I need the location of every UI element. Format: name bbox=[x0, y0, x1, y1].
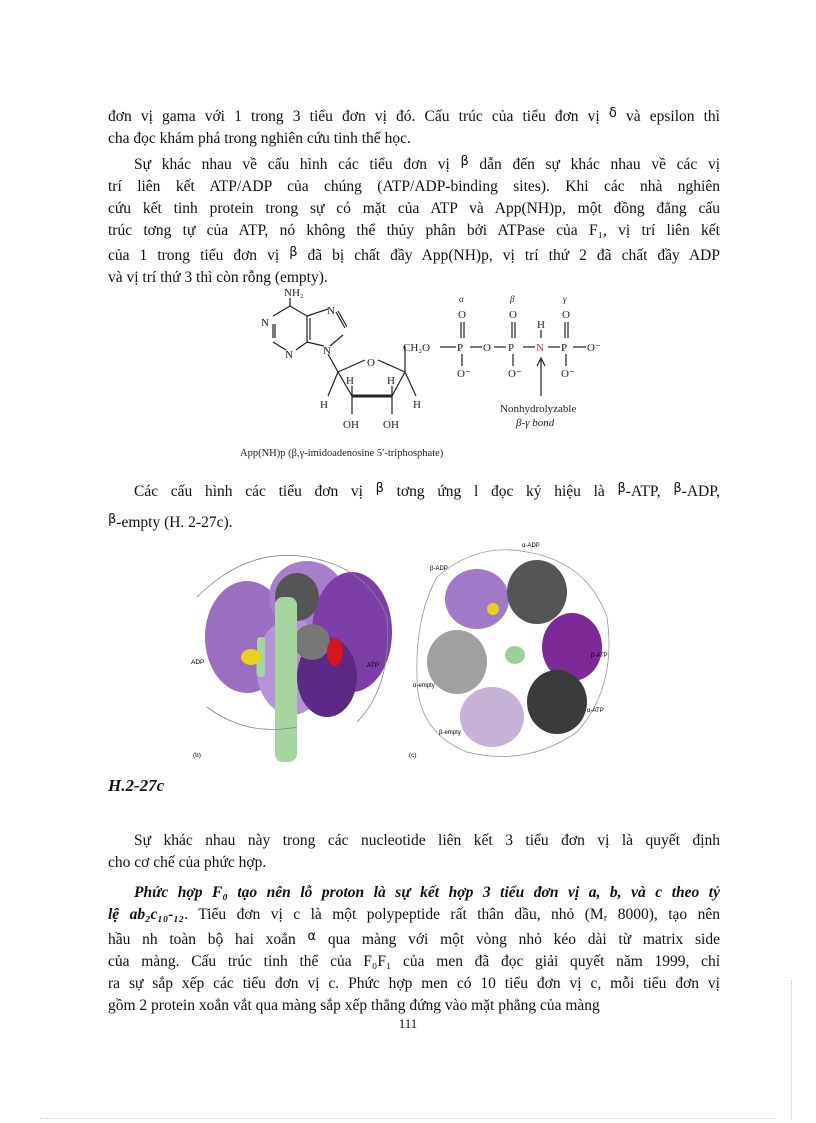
page-number: 111 bbox=[398, 1016, 418, 1031]
svg-text:P: P bbox=[508, 342, 515, 354]
svg-text:P: P bbox=[561, 342, 568, 354]
beta-symbol: β bbox=[460, 154, 469, 169]
svg-text:H: H bbox=[413, 399, 421, 411]
svg-text:γ: γ bbox=[563, 294, 567, 304]
svg-text:(b): (b) bbox=[193, 752, 201, 759]
svg-text:β-ADP: β-ADP bbox=[430, 566, 448, 572]
svg-text:O: O bbox=[562, 309, 570, 321]
svg-text:β: β bbox=[510, 294, 515, 304]
svg-text:P: P bbox=[457, 342, 464, 354]
structure-caption: App(NH)p (β,γ-imidoadenosine 5′-triphosphate) bbox=[240, 448, 444, 459]
svg-text:CH₂O: CH₂O bbox=[403, 342, 431, 354]
svg-text:N: N bbox=[261, 317, 269, 329]
paragraph-5: Phức hợp F₀ tạo nên lỗ proton là sự kết hợp 3 tiểu đơn vị a, b, và c theo tỷ lệ ab₂c₁₀-₁₂. Tiểu đơn vị c là một polypeptide rất thân dầu, nhỏ (Mᵣ 8000), tạo nên hầu nh toàn bộ hai xoắn $^\alpha$ qua màng với một vòng nhỏ kéo dài từ matrix side của màng. Cấu trúc tinh thể của F₀F₁ của men đã đọc giải quyết năm 1999, chỉ ra sự sắp xếp các tiểu đơn vị c. Phức hợp men có 10 tiểu đơn vị c, mỗi tiểu đơn vị gồm 2 protein xoắn vắt qua màng sắp xếp thẳng đứng vào mặt phẳng của màng bbox=[108, 884, 720, 1014]
svg-text:O: O bbox=[367, 357, 375, 369]
svg-text:OH: OH bbox=[343, 419, 359, 431]
svg-text:ATP: ATP bbox=[367, 662, 380, 669]
imido-nitrogen: N bbox=[536, 342, 544, 354]
svg-text:N: N bbox=[285, 349, 293, 361]
bold-heading: Phức hợp F₀ tạo nên lỗ proton là sự kết hợp 3 tiểu đơn vị a, b, và c theo tỷ bbox=[134, 884, 720, 901]
svg-text:O: O bbox=[483, 342, 491, 354]
svg-text:H: H bbox=[387, 375, 395, 387]
svg-text:O: O bbox=[458, 309, 466, 321]
svg-text:O: O bbox=[509, 309, 517, 321]
svg-text:α-empty: α-empty bbox=[413, 683, 435, 689]
delta-symbol: δ bbox=[608, 106, 617, 121]
figure-label: H.2-27c bbox=[108, 776, 165, 795]
paragraph-2: Sự khác nhau về cấu hình các tiểu đơn vị $^\beta$ dẫn đến sự khác nhau về các vị trí liên kết ATP/ADP của chúng (ATP/ADP-binding sites). Khi các nhà nghiên cứu kết tinh protein trong sự có mặt của ATP và App(NH)p, một đồng đẳng cấu trúc tơng tự của ATP, nó không thể thủy phân bởi ATPase của F₁, vị trí liên kết của 1 trong tiểu đơn vị $^\beta$ đã bị chất đầy App(NH)p, vị trí thứ 2 đã chất đầy ADP và vị trí thứ 3 thì còn rỗng (empty). bbox=[108, 154, 720, 286]
svg-text:O⁻: O⁻ bbox=[508, 368, 522, 380]
atp-synthase-figure bbox=[187, 537, 617, 769]
svg-text:H: H bbox=[320, 399, 328, 411]
svg-text:β-γ bond: β-γ bond bbox=[516, 417, 555, 429]
bottom-dotted-rule bbox=[40, 1118, 776, 1119]
right-dotted-rule bbox=[791, 980, 792, 1120]
paragraph-1: đơn vị gama với 1 trong 3 tiểu đơn vị đó. Cấu trúc của tiểu đơn vị $^\delta$ và epsilon thì cha đọc khám phá trong nghiên cứu tinh thể học. bbox=[108, 106, 720, 147]
beta-symbol: β bbox=[289, 245, 298, 260]
adenine-ring bbox=[273, 298, 586, 414]
svg-text:(c): (c) bbox=[409, 752, 417, 759]
svg-text:β-ATP: β-ATP bbox=[591, 653, 608, 659]
svg-text:H: H bbox=[346, 375, 354, 387]
svg-text:Nonhydrolyzable: Nonhydrolyzable bbox=[500, 403, 577, 415]
svg-text:α: α bbox=[459, 294, 464, 304]
svg-text:β-empty: β-empty bbox=[439, 730, 461, 736]
svg-text:N: N bbox=[323, 345, 331, 357]
alpha-symbol: α bbox=[307, 929, 317, 944]
appnhp-structure-figure bbox=[240, 276, 620, 466]
svg-text:α-ADP: α-ADP bbox=[522, 543, 540, 549]
svg-text:N: N bbox=[327, 305, 335, 317]
svg-text:O⁻: O⁻ bbox=[587, 342, 601, 354]
svg-text:O⁻: O⁻ bbox=[457, 368, 471, 380]
svg-text:H: H bbox=[537, 319, 545, 331]
svg-text:OH: OH bbox=[383, 419, 399, 431]
paragraph-4: Sự khác nhau này trong các nucleotide liên kết 3 tiểu đơn vị là quyết định cho cơ chế của phức hợp. bbox=[108, 832, 720, 871]
svg-text:α-ATP: α-ATP bbox=[587, 708, 604, 714]
svg-text:NH₂: NH₂ bbox=[284, 287, 304, 299]
svg-text:ADP: ADP bbox=[191, 659, 205, 666]
svg-text:O⁻: O⁻ bbox=[561, 368, 575, 380]
paragraph-3: Các cấu hình các tiểu đơn vị $^\beta$ tơng ứng l đọc ký hiệu là $^\beta$-ATP, $^\beta$-ADP, $^\beta$-empty (H. 2-27c). bbox=[108, 481, 720, 531]
